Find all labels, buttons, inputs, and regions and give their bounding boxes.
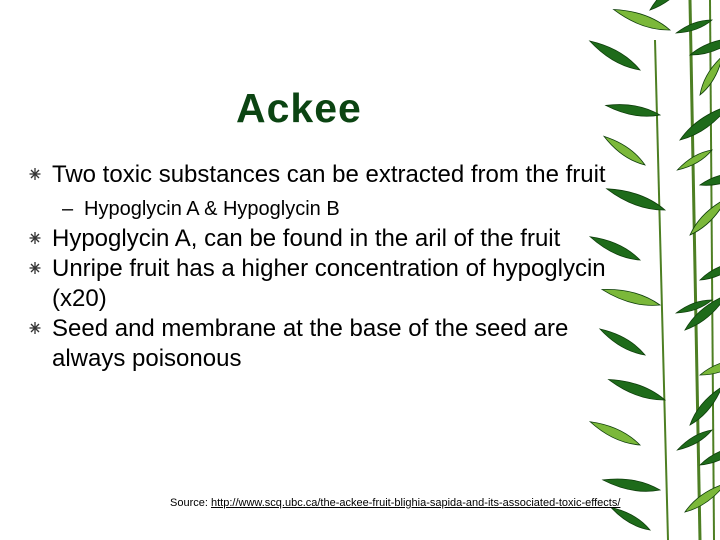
- bamboo-leaf: [687, 195, 720, 238]
- bullet-item-1: [30, 160, 620, 190]
- bamboo-leaf: [675, 17, 713, 36]
- asterisk-bullet-icon: [28, 162, 42, 186]
- bamboo-leaf: [676, 147, 714, 173]
- bamboo-leaf: [587, 37, 642, 75]
- bamboo-leaf: [607, 375, 667, 405]
- bullet-item-3: [30, 254, 620, 314]
- bamboo-leaf: [697, 54, 720, 97]
- bullet-list: [30, 160, 620, 374]
- bamboo-leaf: [698, 442, 720, 469]
- source-link[interactable]: http://www.scq.ubc.ca/the-ackee-fruit-blighia-sapida-and-its-associated-toxic-effects/: [210, 497, 621, 509]
- bullet-text: Two toxic substances can be extracted from the fruit: [52, 161, 606, 188]
- bamboo-leaf: [677, 101, 720, 144]
- asterisk-bullet-icon: [28, 226, 42, 250]
- dash-marker: –: [62, 198, 74, 220]
- bullet-text: Seed and membrane at the base of the seed are always poisonous: [52, 315, 569, 372]
- bamboo-leaf: [698, 258, 720, 284]
- bamboo-leaf: [602, 475, 661, 495]
- bullet-item-2: [30, 224, 620, 254]
- asterisk-bullet-icon: [28, 316, 42, 340]
- bamboo-leaf: [647, 0, 695, 14]
- bamboo-stem: [690, 0, 700, 540]
- bullet-text: Unripe fruit has a higher concentration of hypoglycin (x20): [52, 255, 606, 312]
- bamboo-leaf: [699, 169, 720, 189]
- sub-bullet-text: Hypoglycin A & Hypoglycin B: [84, 198, 340, 220]
- bamboo-leaf: [588, 418, 642, 450]
- bullet-item-4: [30, 314, 620, 374]
- sub-bullet-item: [30, 196, 620, 222]
- asterisk-bullet-icon: [28, 256, 42, 280]
- bamboo-leaf: [687, 384, 720, 428]
- bamboo-leaf: [605, 101, 661, 120]
- bamboo-leaf: [682, 291, 720, 334]
- slide-title: Ackee: [236, 85, 362, 131]
- bamboo-leaf: [612, 5, 672, 35]
- bullet-text: Hypoglycin A, can be found in the aril of the fruit: [52, 225, 561, 252]
- source-line: [170, 497, 620, 509]
- bamboo-leaf: [699, 355, 720, 379]
- source-label: Source:: [170, 497, 208, 509]
- bamboo-leaf: [689, 34, 720, 59]
- bamboo-leaf: [676, 427, 714, 453]
